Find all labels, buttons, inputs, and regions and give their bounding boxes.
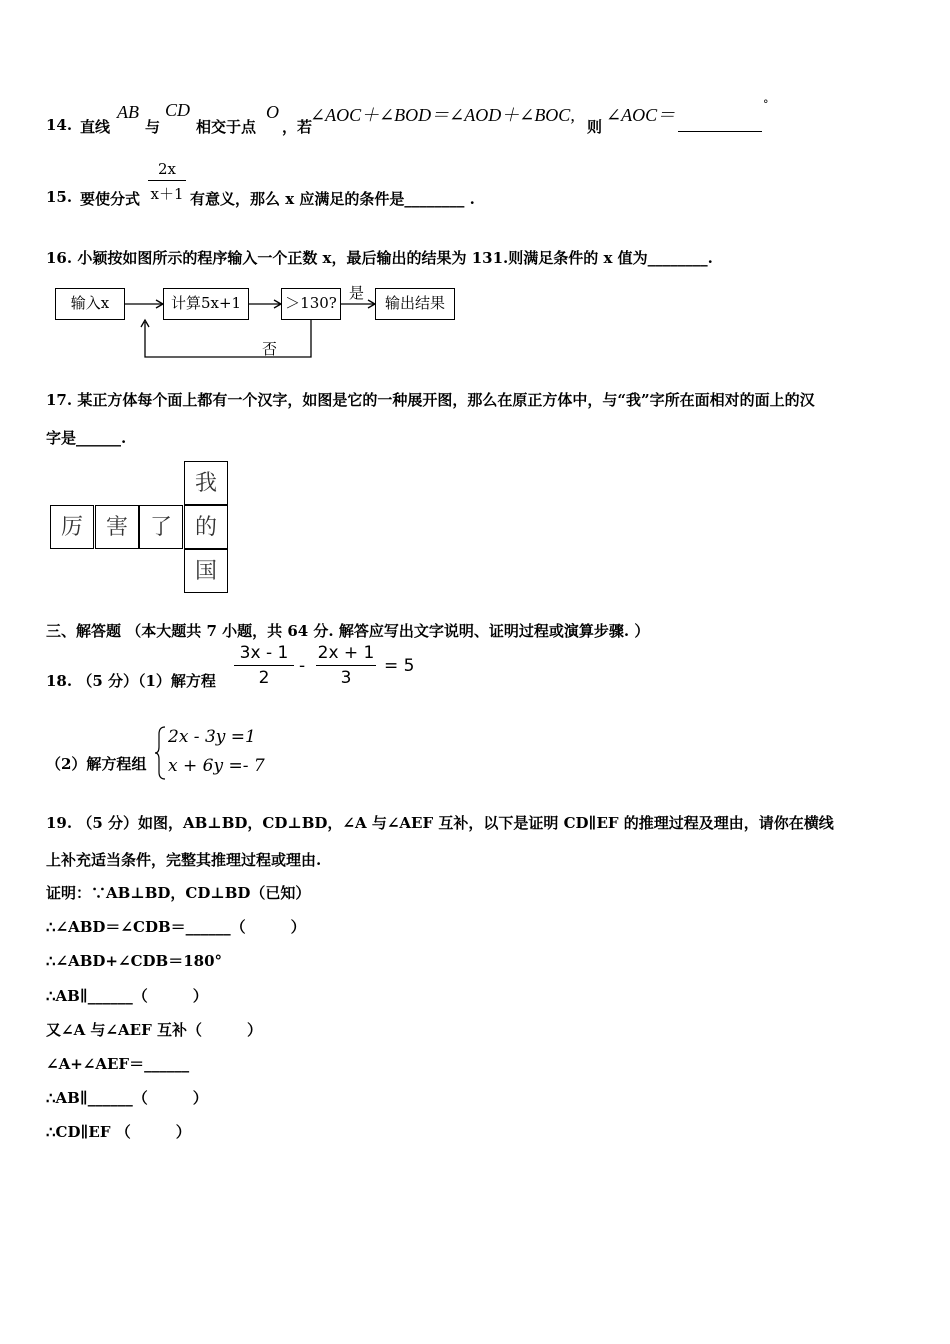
proof-line-4: ∴AB∥______（ ） <box>46 987 208 1005</box>
q18-equation-2: x + 6y =- 7 <box>168 756 265 776</box>
flow-input-box: 输入x <box>55 288 125 320</box>
net-cell-1: 厉 <box>50 505 94 549</box>
proof-line-3: ∴∠ABD+∠CDB＝180° <box>46 952 223 970</box>
q18-f2-numerator: 2x + 1 <box>317 643 375 663</box>
q18-f1-bar <box>234 665 294 666</box>
q18-part2: （2）解方程组 <box>46 755 147 773</box>
q14-text-2: 与 <box>145 118 161 136</box>
flow-output-box: 输出结果 <box>375 288 455 320</box>
q14-text-3: 相交于点 <box>196 118 257 136</box>
q17-line2: 字是______. <box>46 429 127 447</box>
proof-line-6: ∠A+∠AEF＝______ <box>46 1055 190 1073</box>
flow-compare-box: ＞130? <box>281 288 341 320</box>
flow-yes-label: 是 <box>349 284 365 302</box>
proof-line-8: ∴CD∥EF （ ） <box>46 1123 191 1141</box>
q14-line-ab: AB <box>117 102 139 122</box>
q18-rhs: = 5 <box>384 656 415 676</box>
proof-line-2: ∴∠ABD＝∠CDB＝______（ ） <box>46 918 306 936</box>
q14-point-o: O <box>266 102 279 122</box>
q18-fraction-2 <box>316 643 376 688</box>
loop-back-line <box>145 320 311 357</box>
q18-fraction-1 <box>234 643 294 688</box>
q18-f2-denominator: 3 <box>340 668 352 688</box>
flow-compute-box: 计算5x+1 <box>163 288 249 320</box>
q18-f2-bar <box>316 665 376 666</box>
q18-system-brace <box>154 726 168 780</box>
q16-text: 16. 小颖按如图所示的程序输入一个正数 x，最后输出的结果为 131.则满足条件的 x 值为________. <box>46 249 713 267</box>
proof-line-7: ∴AB∥______（ ） <box>46 1089 208 1107</box>
q18-f1-denominator: 2 <box>258 668 270 688</box>
q14-number: 14. <box>46 116 73 134</box>
section-3-heading: 三、解答题 （本大题共 7 小题，共 64 分. 解答应写出文字说明、证明过程或演算步骤. ） <box>46 622 650 640</box>
q16-flowchart-connectors <box>0 0 950 380</box>
q15-text-2: 有意义，那么 x 应满足的条件是________ . <box>190 190 475 208</box>
q14-ask: ∠AOC＝ <box>606 105 676 125</box>
q14-degree: ° <box>763 98 769 111</box>
q15-numerator: 2x <box>157 160 176 178</box>
q14-condition: ∠AOC＋∠BOD＝∠AOD＋∠BOC, <box>310 105 575 125</box>
q19-line1: 19. （5 分）如图，AB⊥BD，CD⊥BD，∠A 与∠AEF 互补，以下是证明 CD∥EF 的推理过程及理由，请你在横线 <box>46 814 834 832</box>
q19-line2: 上补充适当条件，完整其推理过程或理由. <box>46 851 322 869</box>
q18-minus: - <box>299 656 306 676</box>
q14-text-4: ，若 <box>282 118 313 136</box>
q15-denominator: x＋1 <box>150 185 184 203</box>
q18-f1-numerator: 3x - 1 <box>239 643 289 663</box>
q15-number: 15. <box>46 188 73 206</box>
q14-text-5: 则 <box>587 118 603 136</box>
net-cell-3: 了 <box>139 505 183 549</box>
net-cell-top: 我 <box>184 461 228 505</box>
proof-line-1: 证明：∵AB⊥BD，CD⊥BD（已知） <box>46 884 311 902</box>
q18-equation-1: 2x - 3y =1 <box>168 727 256 747</box>
q15-text-1: 要使分式 <box>80 190 141 208</box>
q14-text-1: 直线 <box>80 118 111 136</box>
proof-line-5: 又∠A 与∠AEF 互补（ ） <box>46 1021 262 1039</box>
flow-no-label: 否 <box>262 340 278 358</box>
q17-line1: 17. 某正方体每个面上都有一个汉字，如图是它的一种展开图，那么在原正方体中，与“我”字所在面相对的面上的汉 <box>46 391 815 409</box>
q18-part1: 18. （5 分）（1）解方程 <box>46 672 216 690</box>
net-cell-2: 害 <box>95 505 139 549</box>
net-cell-4: 的 <box>184 505 228 549</box>
q14-line-cd: CD <box>165 100 191 120</box>
net-cell-bottom: 国 <box>184 549 228 593</box>
